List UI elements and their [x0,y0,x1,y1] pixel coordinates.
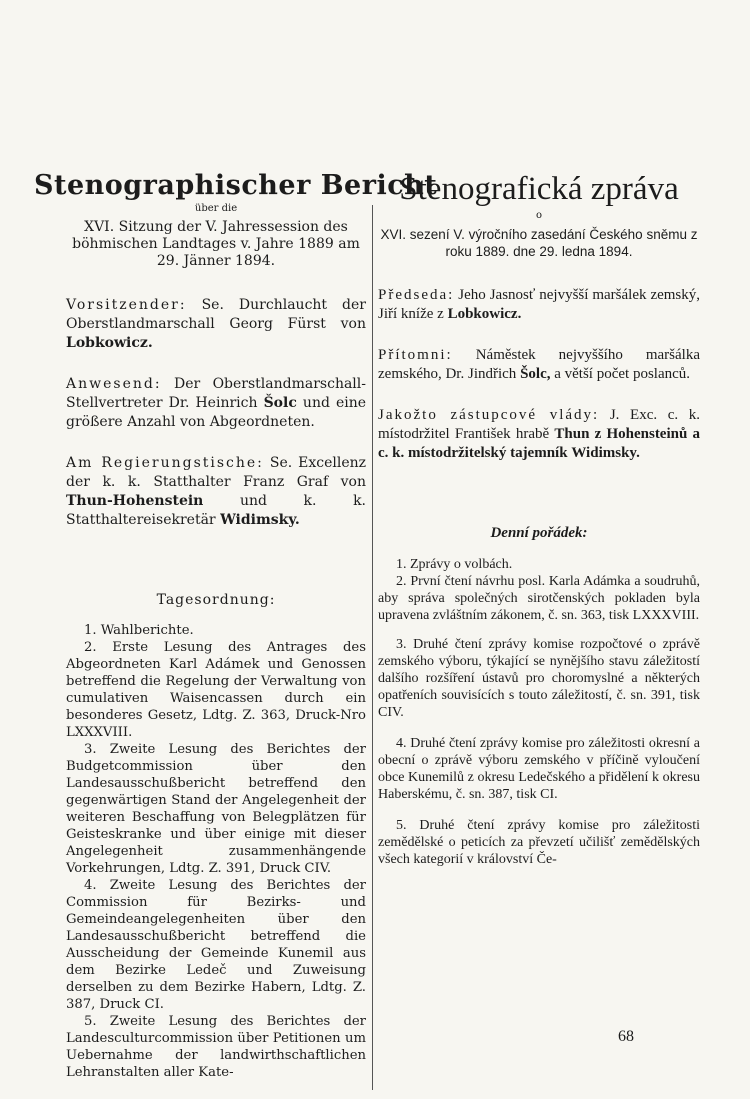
german-government-name1: Thun-Hohenstein [66,493,204,509]
column-divider [372,205,373,1090]
german-present-label: Anwesend: [66,376,162,392]
czech-agenda-item: 1. Zprávy o volbách. [396,557,513,572]
czech-agenda-item: 4. Druhé čtení zprávy komise pro záležitosti okresní a obecní o zprávě výboru zemského v příčině vyloučení obce Kunemilů z okresu Ledečského a přidělení k okresu Haberskému, č. sn. 387, tisk CI. [378,736,700,802]
german-agenda-item: 1. Wahlberichte. [84,623,194,638]
german-agenda-item: 3. Zweite Lesung des Berichtes der Budgetcommission über den Landesausschußbericht betreffend den gegenwärtigen Stand der Angelegenheit der weiteren Beschaffung von Belegplätzen für Geisteskranke und über einige mit dieser Angelegenheit zusammenhängende Vorkehrungen, Ldtg. Z. 391, Druck CIV. [66,742,366,876]
german-agenda-item: 5. Zweite Lesung des Berichtes der Landesculturcommission über Petitionen um Uebernahme der landwirthschaftlichen Lehranstalten aller Kate- [66,1014,366,1080]
german-chair-name: Lobkowicz. [66,335,153,351]
german-government-text2: und k. k. Statthaltereisekretär [66,493,366,528]
german-government-text1: Se. Excellenz der k. k. Statthalter Franz Graf von [66,455,367,490]
czech-chair-text: Jeho Jasnosť nejvyšší maršálek zemský, Jiří kníže z [378,287,701,322]
czech-present-text1: Náměstek nejvyššího maršálka zemského, Dr. Jindřich [378,347,700,382]
czech-chair-paragraph [378,286,700,324]
czech-session-line: XVI. sezení V. výročního zasedání Českého sněmu z roku 1889. dne 29. ledna 1894. [380,227,698,259]
czech-title: Stenografická zpráva [399,171,679,207]
czech-agenda-item: 3. Druhé čtení zprávy komise rozpočtové o zprávě zemského výboru, týkající se nynějšího stavu záležitostí dalšího rozšíření ústavů pro choromyslné a některých opatřeních souvisících s touto záležitostí, č. sn. 391, tisk CIV. [378,637,700,720]
czech-chair-name: Lobkowicz. [447,306,522,322]
german-government-label: Am Regierungstische: [66,455,264,471]
german-chair-paragraph [66,296,366,353]
german-subtitle: über die [194,203,238,214]
german-present-text1: Der Oberstlandmarschall-Stellvertreter Dr. Heinrich [66,376,366,411]
czech-government-paragraph [378,406,700,463]
czech-present-label: Přítomni: [378,347,453,363]
german-agenda-item: 2. Erste Lesung des Antrages des Abgeordneten Karl Adámek und Genossen betreffend die Regelung der Verwaltung von cumulativen Waisencassen durch ein besonderes Gesetz, Ldtg. Z. 363, Druck-Nro LXXXVIII. [66,640,366,740]
czech-government-text2: a c. k. místodržitelský tajemník [378,426,701,461]
german-title: Stenographischer Bericht [34,170,438,201]
german-agenda-item: 4. Zweite Lesung des Berichtes der Commission für Bezirks- und Gemeindeangelegenheiten über den Landesausschußbericht betreffend die Ausscheidung der Gemeinde Kunemil aus dem Bezirke Ledeč und Zuweisung derselben zu dem Bezirke Habern, Ldtg. Z. 387, Druck CI. [66,878,366,1012]
czech-present-text2: a větší počet poslanců. [554,366,691,382]
german-agenda-list [66,622,366,1081]
czech-chair-label: Předseda: [378,287,455,303]
german-chair-label: Vorsitzender: [66,297,187,313]
german-session-line: XVI. Sitzung der V. Jahressession des böhmischen Landtages v. Jahre 1889 am 29. Jänner 1894. [72,219,360,269]
german-government-paragraph [66,454,366,530]
czech-government-name1: Thun z Hohensteinů [554,426,688,442]
page-number: 68 [618,1028,634,1045]
german-government-name2: Widimsky. [220,512,300,528]
czech-government-name2: Widimsky. [571,445,640,461]
czech-subtitle: o [535,210,543,221]
czech-government-text1: J. Exc. c. k. místodržitel František hrabě [378,407,701,442]
german-chair-text: Se. Durchlaucht der Oberstlandmarschall Georg Fürst von [66,297,366,332]
german-present-name: Šolc [263,395,297,411]
czech-agenda-item: 2. První čtení návrhu posl. Karla Adámka a soudruhů, aby správa společných sirotčenských pokladen byla upravena zvláštním zákonem, č. sn. 363, tisk LXXXVIII. [378,574,700,623]
czech-column [378,170,700,868]
german-present-paragraph [66,375,366,432]
czech-present-name: Šolc, [520,366,551,382]
czech-agenda-title: Denní pořádek: [490,525,588,541]
german-present-text2: und eine größere Anzahl von Abgeordneten. [66,395,367,430]
czech-present-paragraph [378,346,700,384]
czech-agenda-item: 5. Druhé čtení zprávy komise pro záležitosti zemědělské o peticích za převzetí učilišť zemědělských všech kategorií v království Če- [378,818,700,867]
czech-agenda-list [378,556,700,868]
czech-government-label: Jakožto zástupcové vlády: [378,407,600,423]
german-agenda-title: Tagesordnung: [156,592,276,608]
